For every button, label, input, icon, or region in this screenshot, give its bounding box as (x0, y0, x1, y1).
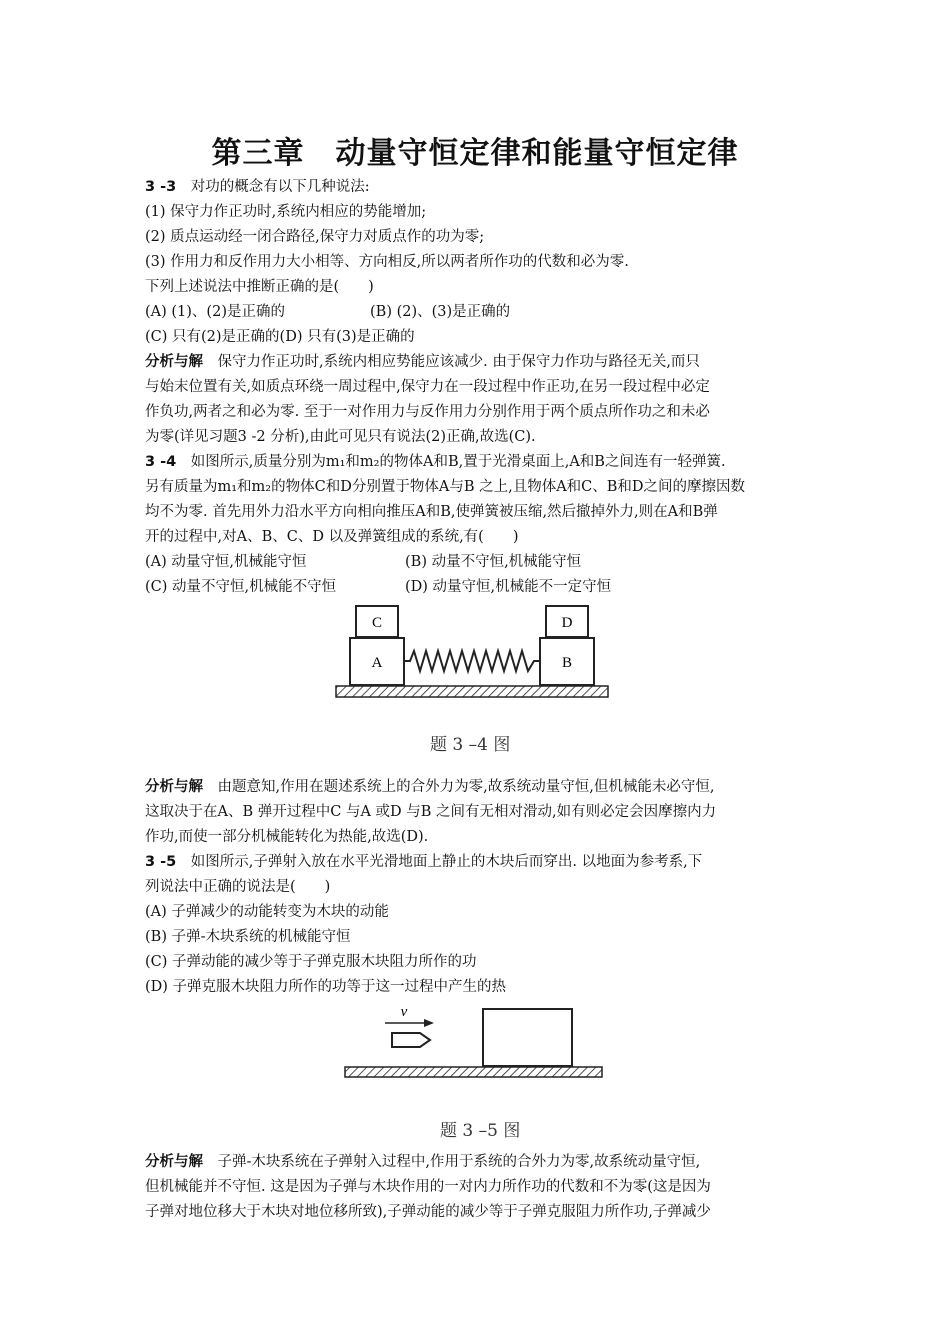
ground-hatch (336, 686, 608, 697)
q34-line-1 (145, 453, 726, 471)
q33-answer-3: 作负功,两者之和必为零. 至于一对作用力与反作用力分别作用于两个质点所作功之和未必 (145, 404, 710, 420)
answer-label: 分析与解 (145, 354, 203, 370)
spring (404, 651, 540, 671)
q34-answer-1 (145, 778, 714, 796)
q33-statement-1: (1) 保守力作正功时,系统内相应的势能增加; (145, 204, 427, 220)
q33-answer-4: 为零(详见习题3 -2 分析),由此可见只有说法(2)正确,故选(C). (145, 429, 536, 445)
q34-answer-3: 作功,而使一部分机械能转化为热能,故选(D). (145, 829, 429, 845)
q33-statement-2: (2) 质点运动经一闭合路径,保守力对质点作的功为零; (145, 229, 485, 245)
velocity-arrowhead (424, 1019, 434, 1027)
block-c-label: C (371, 615, 383, 631)
q34-answer-2: 这取决于在A、B 弹开过程中C 与A 或D 与B 之间有无相对滑动,如有则必定会因摩擦内力 (145, 804, 717, 820)
q34-option-a: (A) 动量守恒,机械能守恒 (145, 554, 307, 570)
q33-question: 下列上述说法中推断正确的是( ) (145, 279, 374, 295)
block-d-label: D (561, 615, 573, 631)
q34-text: 如图所示,质量分别为m₁和m₂的物体A和B,置于光滑桌面上,A和B之间连有一轻弹簧. (190, 454, 726, 470)
q34-line-3: 均不为零. 首先用外力沿水平方向相向推压A和B,使弹簧被压缩,然后撤掉外力,则在A和B弹 (145, 504, 718, 520)
q34-option-d: (D) 动量守恒,机械能不一定守恒 (405, 579, 612, 595)
q33-stem-text: 对功的概念有以下几种说法: (190, 179, 370, 195)
q33-answer-1 (145, 353, 700, 371)
q35-answer-2: 但机械能并不守恒. 这是因为子弹与木块作用的一对内力所作功的代数和不为零(这是因为 (145, 1179, 711, 1195)
bullet (392, 1033, 430, 1047)
block-a-label: A (371, 655, 383, 671)
wood-block (483, 1009, 572, 1066)
q34-answer-text: 由题意知,作用在题述系统上的合外力为零,故系统动量守恒,但机械能未必守恒, (217, 779, 715, 795)
block-b-label: B (561, 655, 573, 671)
q34-line-2: 另有质量为m₁和m₂的物体C和D分别置于物体A与B 之上,且物体A和C、B和D之间的摩擦因数 (145, 479, 746, 495)
q34-number: 3 -4 (145, 454, 177, 470)
figure-3-5 (340, 1000, 608, 1082)
figure-3-4 (330, 600, 620, 702)
answer-label: 分析与解 (145, 1154, 203, 1170)
q33-stem (145, 178, 370, 196)
q35-text: 如图所示,子弹射入放在水平光滑地面上静止的木块后而穿出. 以地面为参考系,下 (190, 854, 703, 870)
q35-option-c: (C) 子弹动能的减少等于子弹克服木块阻力所作的功 (145, 954, 477, 970)
q34-options-ab (145, 553, 582, 571)
q34-option-b: (B) 动量不守恒,机械能守恒 (405, 554, 582, 570)
figure-3-4-caption: 题 3 –4 图 (430, 735, 511, 755)
q33-option-cd: (C) 只有(2)是正确的(D) 只有(3)是正确的 (145, 329, 415, 345)
answer-label: 分析与解 (145, 779, 203, 795)
q35-line-1 (145, 853, 702, 871)
q35-answer-text: 子弹-木块系统在子弹射入过程中,作用于系统的合外力为零,故系统动量守恒, (217, 1154, 701, 1170)
q33-option-a: (A) (1)、(2)是正确的 (145, 304, 285, 320)
q35-line-2: 列说法中正确的说法是( ) (145, 879, 331, 895)
q34-options-cd (145, 578, 612, 596)
q33-statement-3: (3) 作用力和反作用力大小相等、方向相反,所以两者所作功的代数和必为零. (145, 254, 629, 270)
chapter-title: 第三章 动量守恒定律和能量守恒定律 (211, 136, 739, 171)
q35-answer-1 (145, 1153, 700, 1171)
q35-option-a: (A) 子弹减少的动能转变为木块的动能 (145, 904, 389, 920)
q35-answer-3: 子弹对地位移大于木块对地位移所致),子弹动能的减少等于子弹克服阻力所作功,子弹减少 (145, 1204, 711, 1220)
q35-option-b: (B) 子弹-木块系统的机械能守恒 (145, 929, 351, 945)
q34-option-c: (C) 动量不守恒,机械能不守恒 (145, 579, 337, 595)
ground-hatch (345, 1067, 602, 1077)
velocity-label: v (400, 1004, 408, 1020)
q33-answer-text: 保守力作正功时,系统内相应势能应该减少. 由于保守力作功与路径无关,而只 (217, 354, 700, 370)
q33-options-ab (145, 303, 511, 321)
q34-line-4: 开的过程中,对A、B、C、D 以及弹簧组成的系统,有( ) (145, 529, 519, 545)
q33-option-b: (B) (2)、(3)是正确的 (370, 304, 511, 320)
q35-number: 3 -5 (145, 854, 177, 870)
q35-option-d: (D) 子弹克服木块阻力所作的功等于这一过程中产生的热 (145, 979, 507, 995)
q33-number: 3 -3 (145, 179, 177, 195)
q33-answer-2: 与始末位置有关,如质点环绕一周过程中,保守力在一段过程中作正功,在另一段过程中必定 (145, 379, 710, 395)
figure-3-5-caption: 题 3 –5 图 (440, 1121, 521, 1141)
